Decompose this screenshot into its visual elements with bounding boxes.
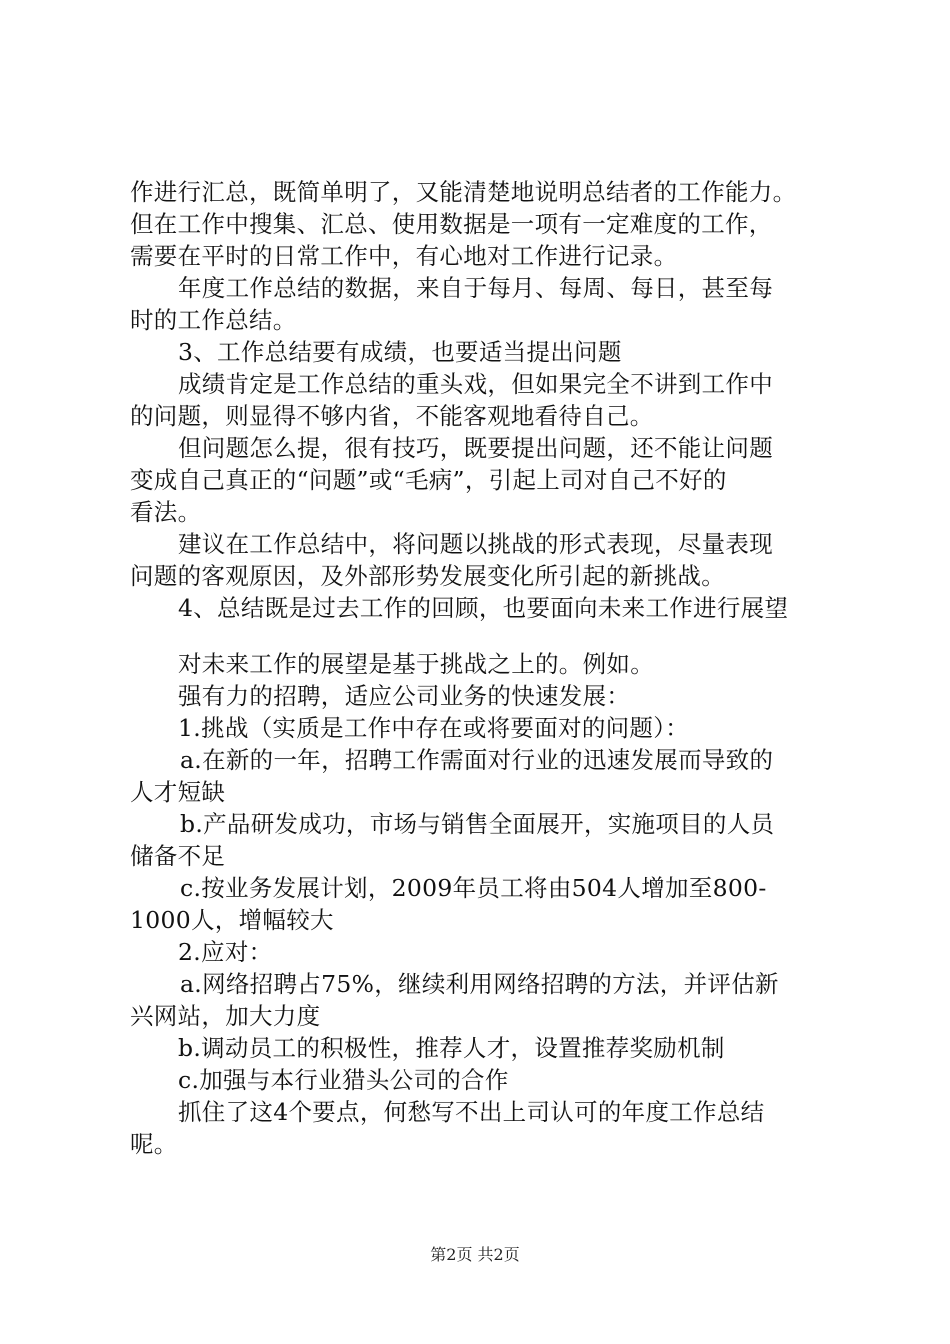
page-number-footer: 第2页 共2页 [430,1245,520,1264]
text-line: 年度工作总结的数据，来自于每月、每周、每日，甚至每 [178,274,773,302]
list-item: b.产品研发成功，市场与销售全面展开，实施项目的人员 [180,810,775,838]
text-line: 时的工作总结。 [130,306,297,334]
list-item: a.网络招聘占75%，继续利用网络招聘的方法，并评估新 [180,970,779,998]
text-line: 成绩肯定是工作总结的重头戏，但如果完全不讲到工作中 [178,370,773,398]
list-item: c.加强与本行业猎头公司的合作 [178,1066,509,1094]
section-heading: 3、工作总结要有成绩，也要适当提出问题 [178,338,622,366]
list-item: a.在新的一年，招聘工作需面对行业的迅速发展而导致的 [180,746,774,774]
list-heading: 1.挑战（实质是工作中存在或将要面对的问题）： [178,714,690,742]
text-line: 问题的客观原因，及外部形势发展变化所引起的新挑战。 [130,562,725,590]
text-line: 强有力的招聘，适应公司业务的快速发展： [178,682,631,710]
text-line: 呢。 [130,1130,178,1158]
text-line: 但在工作中搜集、汇总、使用数据是一项有一定难度的工作， [130,210,773,238]
text-line: 需要在平时的日常工作中，有心地对工作进行记录。 [130,242,678,270]
list-item-continuation: 人才短缺 [130,778,226,806]
list-item-continuation: 储备不足 [130,842,226,870]
text-line: 变成自己真正的“问题”或“毛病”，引起上司对自己不好的 [130,466,727,494]
text-line: 建议在工作总结中，将问题以挑战的形式表现，尽量表现 [178,530,773,558]
text-line: 看法。 [130,498,202,526]
list-item: b.调动员工的积极性，推荐人才，设置推荐奖励机制 [178,1034,725,1062]
list-item-continuation: 1000人，增幅较大 [130,906,334,934]
text-line: 但问题怎么提，很有技巧，既要提出问题，还不能让问题 [178,434,773,462]
text-line: 的问题，则显得不够内省，不能客观地看待自己。 [130,402,654,430]
list-item-continuation: 兴网站，加大力度 [130,1002,321,1030]
section-heading: 4、总结既是过去工作的回顾，也要面向未来工作进行展望 [178,594,789,622]
text-line: 抓住了这4个要点，何愁写不出上司认可的年度工作总结 [178,1098,765,1126]
text-line: 作进行汇总，既简单明了，又能清楚地说明总结者的工作能力。 [130,178,797,206]
list-heading: 2.应对： [178,938,273,966]
text-line: 对未来工作的展望是基于挑战之上的。例如。 [178,650,654,678]
list-item: c.按业务发展计划，2009年员工将由504人增加至800- [180,874,767,902]
